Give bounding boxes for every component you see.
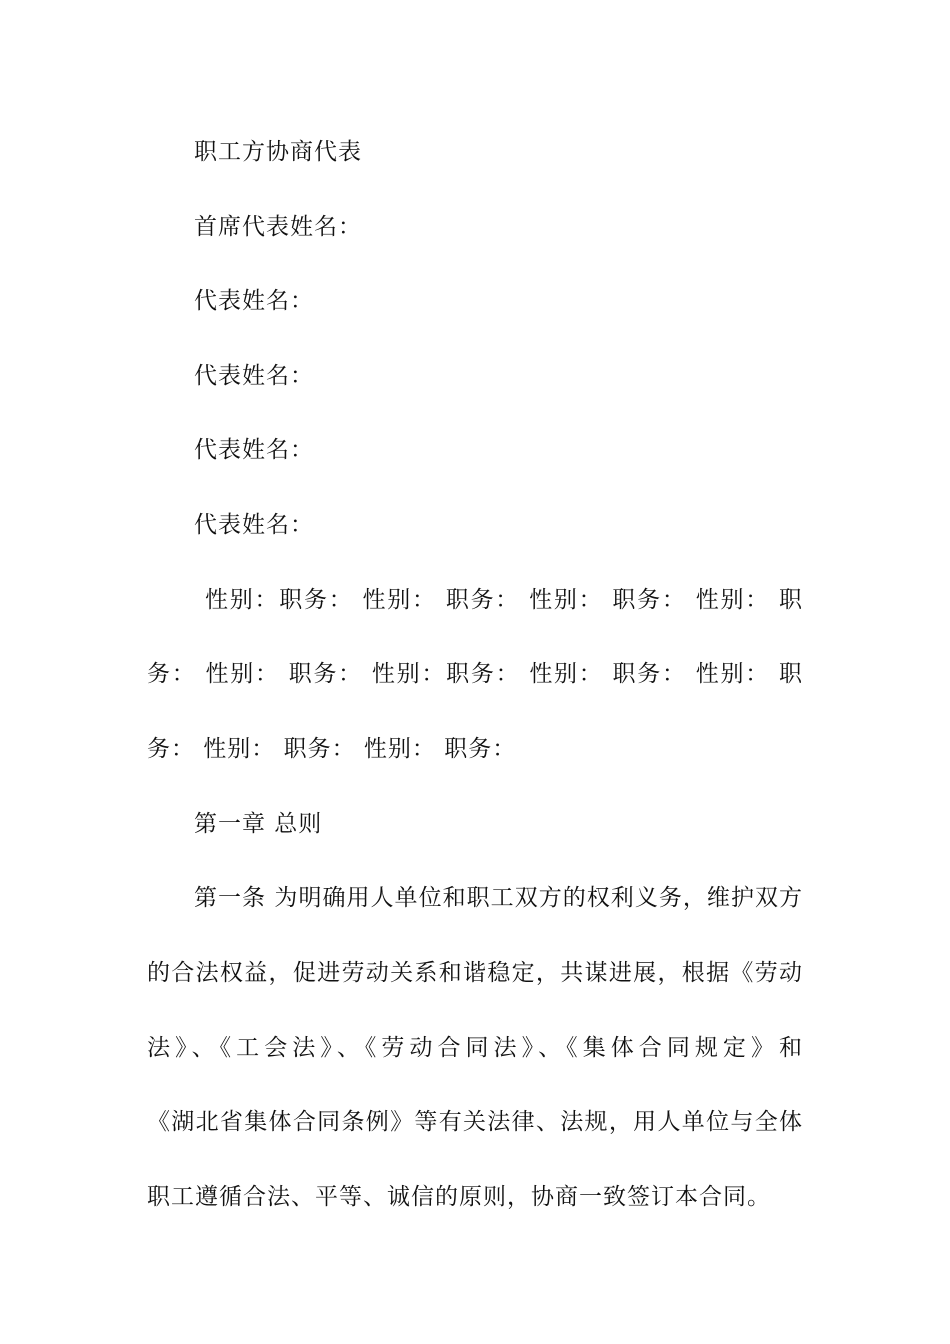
- article-text-line: 法》、《工会法》、《劳动合同法》、《集体合同规定》和: [147, 1035, 803, 1061]
- article-text-line: 职工遵循合法、平等、诚信的原则，协商一致签订本合同。: [147, 1184, 771, 1210]
- representative-name-label: 代表姓名：: [194, 437, 314, 463]
- article-text-line: 的合法权益，促进劳动关系和谐稳定，共谋进展，根据《劳动: [147, 960, 803, 986]
- chief-representative-name-label: 首席代表姓名：: [194, 214, 362, 240]
- gender-duty-line: 务： 性别： 职务： 性别： 职务：: [147, 736, 517, 762]
- chapter-title: 第一章 总则: [194, 811, 323, 837]
- gender-duty-line: 务： 性别： 职务： 性别：职务： 性别： 职务： 性别： 职: [147, 661, 803, 687]
- article-text-line: 《湖北省集体合同条例》等有关法律、法规，用人单位与全体: [147, 1109, 803, 1135]
- representative-name-label: 代表姓名：: [194, 512, 314, 538]
- representative-name-label: 代表姓名：: [194, 363, 314, 389]
- article-text-line: 第一条 为明确用人单位和职工双方的权利义务，维护双方: [194, 885, 803, 911]
- gender-duty-line: 性别：职务： 性别： 职务： 性别： 职务： 性别： 职: [205, 587, 803, 613]
- section-title: 职工方协商代表: [194, 139, 362, 165]
- representative-name-label: 代表姓名：: [194, 288, 314, 314]
